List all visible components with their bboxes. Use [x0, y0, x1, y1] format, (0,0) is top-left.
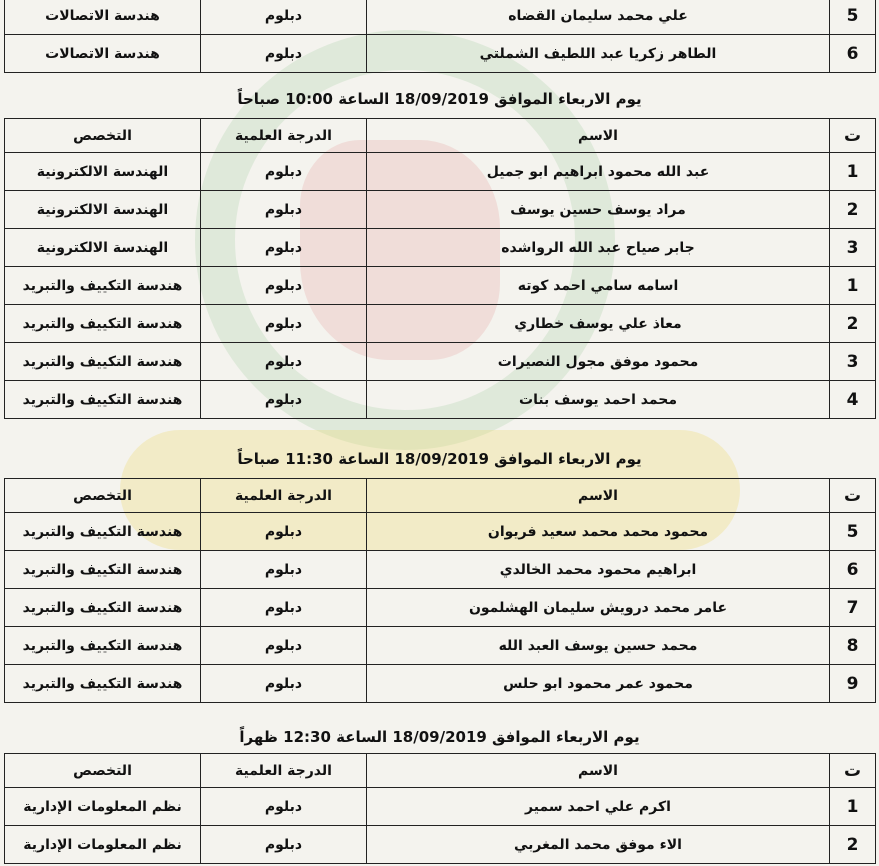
table-row [5, 665, 876, 703]
section-caption: يوم الاربعاء الموافق 18/09/2019 الساعة 10:00 صباحاً [237, 90, 642, 108]
row-num: 3 [830, 343, 876, 381]
row-num: 3 [830, 229, 876, 267]
row-specialty: هندسة التكييف والتبريد [5, 343, 201, 381]
table-header-row [5, 119, 876, 153]
top-table [4, 0, 876, 73]
row-degree: دبلوم [201, 0, 367, 35]
header-num: ت [830, 754, 876, 788]
header-degree: الدرجة العلمية [201, 479, 367, 513]
row-num: 1 [830, 153, 876, 191]
row-name: محمود عمر محمود ابو حلس [367, 665, 830, 703]
table-row [5, 589, 876, 627]
table-row [5, 153, 876, 191]
row-name: محمود موفق مجول النصيرات [367, 343, 830, 381]
row-name: عامر محمد درويش سليمان الهشلمون [367, 589, 830, 627]
row-degree: دبلوم [201, 191, 367, 229]
row-degree: دبلوم [201, 381, 367, 419]
table-header-row [5, 754, 876, 788]
section-caption: يوم الاربعاء الموافق 18/09/2019 الساعة 11:30 صباحاً [237, 450, 642, 468]
header-name: الاسم [367, 479, 830, 513]
row-specialty: هندسة التكييف والتبريد [5, 551, 201, 589]
row-name: الطاهر زكريا عبد اللطيف الشملتي [367, 35, 830, 73]
header-num: ت [830, 479, 876, 513]
header-specialty: التخصص [5, 754, 201, 788]
row-num: 5 [830, 0, 876, 35]
row-name: ابراهيم محمود محمد الخالدي [367, 551, 830, 589]
row-specialty: هندسة التكييف والتبريد [5, 381, 201, 419]
row-name: مراد يوسف حسين يوسف [367, 191, 830, 229]
row-degree: دبلوم [201, 229, 367, 267]
header-num: ت [830, 119, 876, 153]
row-num: 7 [830, 589, 876, 627]
row-name: اسامه سامي احمد كوته [367, 267, 830, 305]
row-specialty: هندسة التكييف والتبريد [5, 267, 201, 305]
row-specialty: الهندسة الالكترونية [5, 191, 201, 229]
row-name: علي محمد سليمان القضاه [367, 0, 830, 35]
table-row [5, 513, 876, 551]
row-degree: دبلوم [201, 513, 367, 551]
table-row [5, 551, 876, 589]
row-degree: دبلوم [201, 665, 367, 703]
row-specialty: هندسة التكييف والتبريد [5, 589, 201, 627]
section-table [4, 753, 876, 864]
row-degree: دبلوم [201, 788, 367, 826]
header-degree: الدرجة العلمية [201, 119, 367, 153]
table-row [5, 627, 876, 665]
section-caption: يوم الاربعاء الموافق 18/09/2019 الساعة 12:30 ظهراً [239, 728, 640, 746]
table-row [5, 788, 876, 826]
row-specialty: هندسة الاتصالات [5, 35, 201, 73]
section-table [4, 118, 876, 419]
row-specialty: هندسة التكييف والتبريد [5, 513, 201, 551]
row-specialty: نظم المعلومات الإدارية [5, 826, 201, 864]
table-row [5, 191, 876, 229]
table-row [5, 381, 876, 419]
row-num: 8 [830, 627, 876, 665]
row-num: 2 [830, 826, 876, 864]
row-specialty: الهندسة الالكترونية [5, 153, 201, 191]
row-num: 5 [830, 513, 876, 551]
table-row [5, 305, 876, 343]
table-row [5, 35, 876, 73]
table-header-row [5, 479, 876, 513]
table-row [5, 0, 876, 35]
row-specialty: هندسة التكييف والتبريد [5, 627, 201, 665]
header-degree: الدرجة العلمية [201, 754, 367, 788]
header-specialty: التخصص [5, 119, 201, 153]
row-name: معاذ علي يوسف خطاري [367, 305, 830, 343]
row-num: 1 [830, 267, 876, 305]
row-name: عبد الله محمود ابراهيم ابو جميل [367, 153, 830, 191]
row-num: 6 [830, 35, 876, 73]
row-specialty: نظم المعلومات الإدارية [5, 788, 201, 826]
row-num: 2 [830, 191, 876, 229]
header-specialty: التخصص [5, 479, 201, 513]
row-num: 1 [830, 788, 876, 826]
row-degree: دبلوم [201, 153, 367, 191]
header-name: الاسم [367, 119, 830, 153]
row-name: اكرم علي احمد سمير [367, 788, 830, 826]
row-specialty: هندسة الاتصالات [5, 0, 201, 35]
row-degree: دبلوم [201, 627, 367, 665]
row-name: محمود محمد محمد سعيد فريوان [367, 513, 830, 551]
row-degree: دبلوم [201, 305, 367, 343]
row-num: 9 [830, 665, 876, 703]
row-degree: دبلوم [201, 267, 367, 305]
row-name: محمد حسين يوسف العبد الله [367, 627, 830, 665]
section-table [4, 478, 876, 703]
row-degree: دبلوم [201, 589, 367, 627]
header-name: الاسم [367, 754, 830, 788]
row-specialty: هندسة التكييف والتبريد [5, 305, 201, 343]
table-row [5, 229, 876, 267]
row-degree: دبلوم [201, 551, 367, 589]
row-degree: دبلوم [201, 35, 367, 73]
row-name: محمد احمد يوسف بنات [367, 381, 830, 419]
row-degree: دبلوم [201, 826, 367, 864]
row-name: جابر صياح عبد الله الرواشده [367, 229, 830, 267]
row-specialty: هندسة التكييف والتبريد [5, 665, 201, 703]
table-row [5, 343, 876, 381]
row-num: 4 [830, 381, 876, 419]
table-row [5, 826, 876, 864]
row-num: 6 [830, 551, 876, 589]
row-degree: دبلوم [201, 343, 367, 381]
table-row [5, 267, 876, 305]
row-num: 2 [830, 305, 876, 343]
row-specialty: الهندسة الالكترونية [5, 229, 201, 267]
row-name: الاء موفق محمد المغربي [367, 826, 830, 864]
